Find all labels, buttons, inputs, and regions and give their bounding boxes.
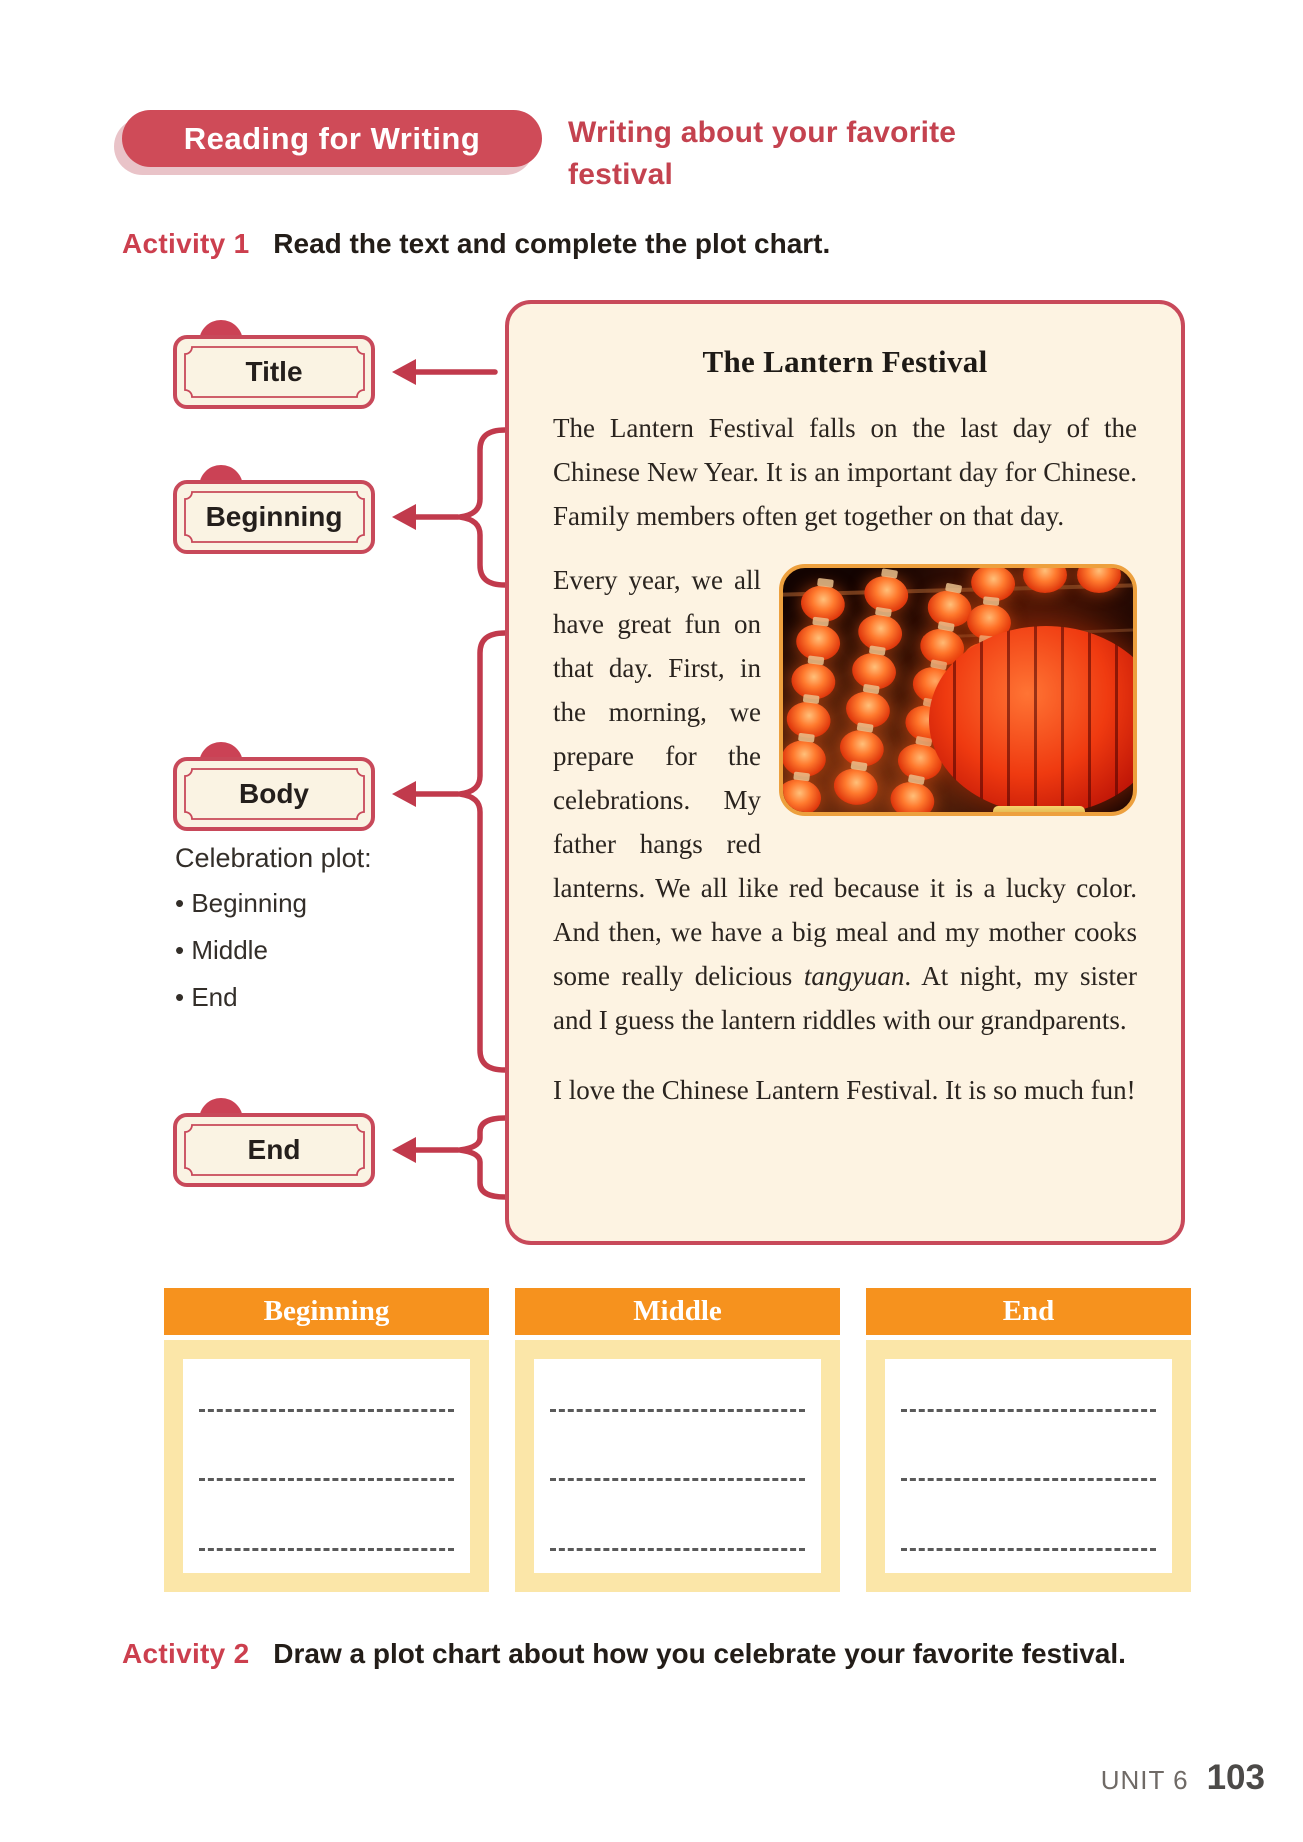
worksheet-column-beginning bbox=[164, 1288, 489, 1592]
celebration-plot-item: • Middle bbox=[175, 935, 475, 966]
passage-paragraph-1: The Lantern Festival falls on the last day of the Chinese New Year. It is an important day for Chinese. Family members often get together on that day. bbox=[553, 413, 1137, 531]
passage-title: The Lantern Festival bbox=[702, 344, 988, 379]
celebration-plot-heading: Celebration plot: bbox=[175, 843, 372, 873]
section-badge-label: Reading for Writing bbox=[183, 120, 481, 156]
activity-2-row bbox=[122, 1638, 1126, 1670]
plot-box-title bbox=[173, 335, 375, 409]
worksheet-writing-area bbox=[534, 1359, 821, 1573]
write-on-line bbox=[550, 1409, 805, 1412]
plot-box-body bbox=[173, 757, 375, 831]
worksheet-header: Beginning bbox=[164, 1288, 489, 1335]
plot-box-beginning bbox=[173, 480, 375, 554]
section-subtitle: Writing about your favorite festival bbox=[568, 116, 957, 191]
write-on-line bbox=[199, 1409, 454, 1412]
celebration-plot-item: • End bbox=[175, 982, 475, 1013]
write-on-line bbox=[550, 1478, 805, 1481]
activity-1-label: Activity 1 bbox=[122, 228, 250, 259]
passage-paragraph-2-text-a: Every year, we all have great fun on that day. First, in the morning, we prepare for the celebrations. My father hangs red lanterns. We all like red because it is a lucky color. And then, we have a big meal and my mother cooks some really delicious bbox=[553, 565, 1137, 991]
unit-label: UNIT 6 bbox=[1100, 1765, 1189, 1795]
write-on-line bbox=[199, 1478, 454, 1481]
passage-italic-word: tangyuan bbox=[803, 961, 905, 991]
plot-box-title-label: Title bbox=[245, 356, 303, 387]
worksheet-header: Middle bbox=[515, 1288, 840, 1335]
worksheet-column-middle bbox=[515, 1288, 840, 1592]
page-footer bbox=[1101, 1758, 1265, 1798]
write-on-line bbox=[550, 1548, 805, 1551]
activity-2-instruction: Draw a plot chart about how you celebrate your favorite festival. bbox=[273, 1638, 1126, 1669]
lantern-string bbox=[1073, 564, 1125, 596]
activity-1-row bbox=[122, 228, 830, 260]
write-on-line bbox=[901, 1548, 1156, 1551]
passage-paragraph-2-text-b: . At night, my sister and I guess the lantern riddles with our grandparents. bbox=[553, 961, 1137, 1035]
connector-arrows bbox=[360, 320, 510, 1250]
worksheet-header: End bbox=[866, 1288, 1191, 1335]
activity-2-label: Activity 2 bbox=[122, 1638, 250, 1669]
reading-passage-panel bbox=[505, 300, 1185, 1245]
write-on-line bbox=[199, 1548, 454, 1551]
plot-box-end bbox=[173, 1113, 375, 1187]
plot-box-beginning-label: Beginning bbox=[205, 501, 343, 532]
page-number: 103 bbox=[1206, 1758, 1265, 1797]
activity-1-instruction: Read the text and complete the plot chart. bbox=[273, 228, 831, 259]
write-on-line bbox=[901, 1409, 1156, 1412]
worksheet-writing-area bbox=[183, 1359, 470, 1573]
plot-box-end-label: End bbox=[247, 1134, 301, 1165]
plot-box-body-label: Body bbox=[239, 778, 309, 809]
lantern-gold-collar bbox=[993, 806, 1085, 816]
red-lanterns-photo bbox=[779, 564, 1137, 816]
write-on-line bbox=[901, 1478, 1156, 1481]
passage-paragraph-2 bbox=[553, 558, 1137, 1042]
worksheet-writing-area bbox=[885, 1359, 1172, 1573]
plot-chart-worksheet bbox=[164, 1288, 1191, 1592]
passage-paragraph-3: I love the Chinese Lantern Festival. It is so much fun! bbox=[553, 1075, 1136, 1105]
celebration-plot-item: • Beginning bbox=[175, 888, 475, 919]
lantern-string bbox=[1019, 564, 1071, 596]
section-badge bbox=[122, 110, 542, 167]
worksheet-column-end bbox=[866, 1288, 1191, 1592]
